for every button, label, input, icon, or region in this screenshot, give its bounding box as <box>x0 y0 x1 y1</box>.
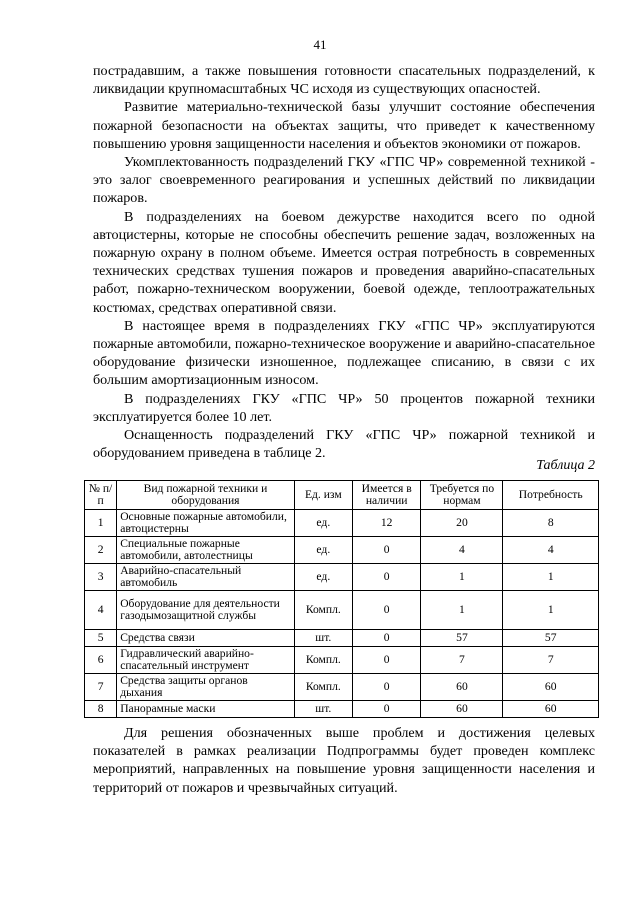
page-number: 41 <box>313 37 327 52</box>
cell-equipment: Аварийно-спасательный автомобиль <box>117 564 295 591</box>
table-row <box>85 591 599 630</box>
paragraph: пострадавшим, а также повышения готовности спасательных подразделений, к ликвидации крупномасштабных ЧС исходя из существующих опасностей. <box>93 63 595 98</box>
cell-available: 0 <box>352 701 421 718</box>
cell-available: 0 <box>352 591 421 630</box>
cell-required: 20 <box>421 510 503 537</box>
cell-available: 0 <box>352 647 421 674</box>
cell-required: 60 <box>421 701 503 718</box>
cell-need: 1 <box>503 591 599 630</box>
cell-number: 2 <box>85 537 117 564</box>
cell-required: 57 <box>421 630 503 647</box>
cell-number: 8 <box>85 701 117 718</box>
cell-unit: Компл. <box>294 591 352 630</box>
table-caption: Таблица 2 <box>536 458 595 473</box>
cell-unit: ед. <box>294 510 352 537</box>
paragraph: В подразделениях на боевом дежурстве находится всего по одной автоцистерны, которые не способны обеспечить решение задач, возложенных на пожарную охрану в полном объеме. Имеется острая потребность в современных технических средствах тушения пожаров и проведения аварийно-спасательных работ, пожарно-техническом вооружении, боевой одежде, теплоотражательных костюмах, средствах оперативной связи. <box>93 208 595 316</box>
cell-required: 7 <box>421 647 503 674</box>
paragraph: В настоящее время в подразделениях ГКУ «ГПС ЧР» эксплуатируются пожарные автомобили, пожарно-техническое вооружение и аварийно-спасательное оборудование физически изношенное, подлежащее списанию, в связи с их большим амортизационным износом. <box>93 317 595 389</box>
cell-available: 12 <box>352 510 421 537</box>
table-row <box>85 674 599 701</box>
cell-need: 7 <box>503 647 599 674</box>
cell-available: 0 <box>352 674 421 701</box>
paragraph: Для решения обозначенных выше проблем и достижения целевых показателей в рамках реализации Подпрограммы будет проведен комплекс мероприятий, направленных на повышение уровня защищенности населения и территорий от пожаров и чрезвычайных ситуаций. <box>93 725 595 796</box>
header-number: № п/п <box>85 481 117 510</box>
cell-unit: ед. <box>294 537 352 564</box>
paragraph: Укомплектованность подразделений ГКУ «ГПС ЧР» современной техникой - это залог своевременного реагирования и успешных действий по ликвидации пожаров. <box>93 154 595 207</box>
cell-equipment: Основные пожарные автомобили, автоцистерны <box>117 510 295 537</box>
table-row <box>85 564 599 591</box>
cell-need: 8 <box>503 510 599 537</box>
cell-required: 4 <box>421 537 503 564</box>
cell-need: 4 <box>503 537 599 564</box>
cell-equipment: Панорамные маски <box>117 701 295 718</box>
paragraph: Оснащенность подразделений ГКУ «ГПС ЧР» пожарной техникой и оборудованием приведена в таблице 2. <box>93 427 595 462</box>
cell-unit: ед. <box>294 564 352 591</box>
cell-required: 1 <box>421 591 503 630</box>
equipment-table <box>84 480 599 718</box>
cell-required: 60 <box>421 674 503 701</box>
cell-available: 0 <box>352 630 421 647</box>
header-unit: Ед. изм <box>294 481 352 510</box>
cell-need: 1 <box>503 564 599 591</box>
cell-unit: Компл. <box>294 674 352 701</box>
cell-number: 3 <box>85 564 117 591</box>
header-equipment-type: Вид пожарной техники и оборудования <box>117 481 295 510</box>
cell-equipment: Оборудование для деятельности газодымозащитной службы <box>117 591 295 630</box>
cell-number: 7 <box>85 674 117 701</box>
table-row <box>85 630 599 647</box>
header-need: Потребность <box>503 481 599 510</box>
header-required: Требуется по нормам <box>421 481 503 510</box>
body-text-bottom <box>93 724 595 797</box>
cell-unit: шт. <box>294 630 352 647</box>
cell-number: 5 <box>85 630 117 647</box>
paragraph: Развитие материально-технической базы улучшит состояние обеспечения пожарной безопасности на объектах защиты, что приведет к качественному повышению уровня защищенности населения и объектов экономики от пожаров. <box>93 99 595 152</box>
table-row <box>85 647 599 674</box>
body-text-top <box>93 62 595 462</box>
table-row <box>85 537 599 564</box>
cell-need: 60 <box>503 674 599 701</box>
cell-equipment: Средства защиты органов дыхания <box>117 674 295 701</box>
cell-need: 57 <box>503 630 599 647</box>
cell-unit: шт. <box>294 701 352 718</box>
cell-number: 1 <box>85 510 117 537</box>
cell-required: 1 <box>421 564 503 591</box>
cell-equipment: Гидравлический аварийно-спасательный инструмент <box>117 647 295 674</box>
header-available: Имеется в наличии <box>352 481 421 510</box>
table-header-row <box>85 481 599 510</box>
cell-equipment: Средства связи <box>117 630 295 647</box>
paragraph: В подразделениях ГКУ «ГПС ЧР» 50 процентов пожарной техники эксплуатируется более 10 лет. <box>93 390 595 425</box>
table-row <box>85 510 599 537</box>
cell-number: 4 <box>85 591 117 630</box>
cell-number: 6 <box>85 647 117 674</box>
table-row <box>85 701 599 718</box>
cell-available: 0 <box>352 537 421 564</box>
cell-equipment: Специальные пожарные автомобили, автолестницы <box>117 537 295 564</box>
cell-unit: Компл. <box>294 647 352 674</box>
cell-available: 0 <box>352 564 421 591</box>
cell-need: 60 <box>503 701 599 718</box>
